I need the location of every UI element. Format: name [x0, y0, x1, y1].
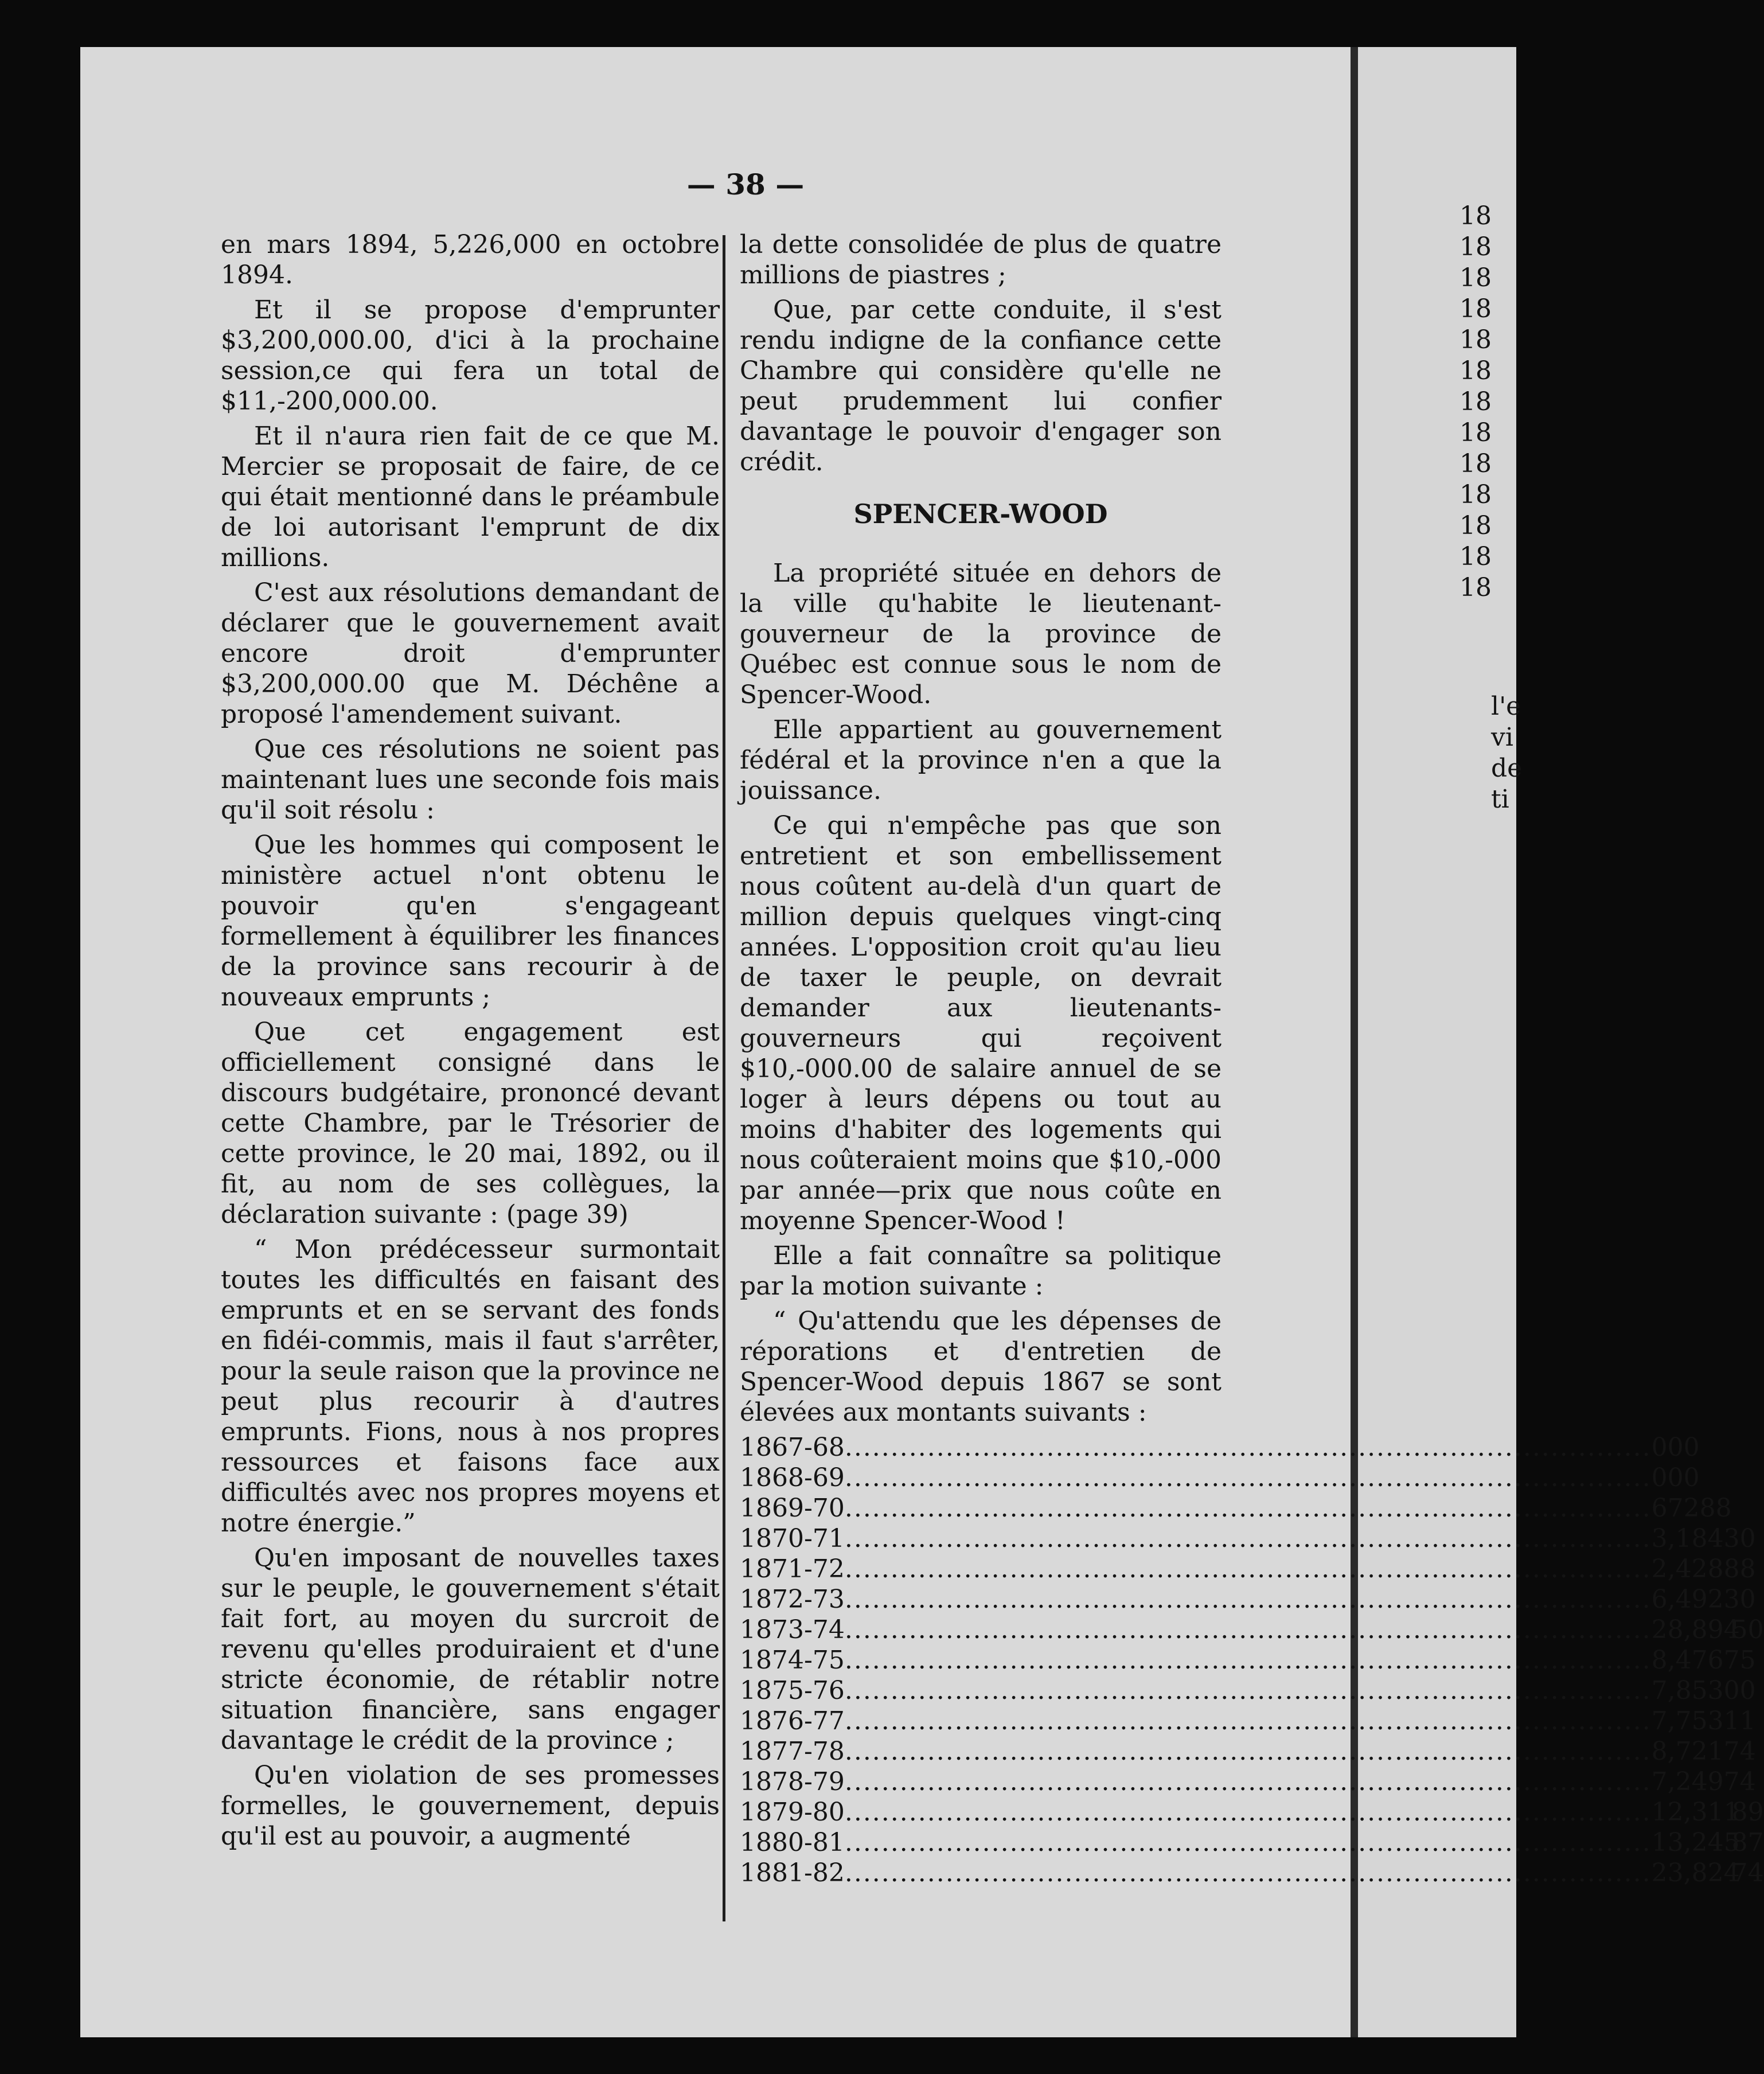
paragraph: Qu'en violation de ses promesses formelles, le gouvernement, depuis qu'il est au pouvoir, a augmenté — [221, 1761, 720, 1851]
dollars-cell: 0 — [1651, 1463, 1668, 1492]
year-cell: 1881-82 — [740, 1858, 845, 1888]
fragment-text: l'e — [1491, 692, 1521, 721]
quote-paragraph: “ Qu'attendu que les dépenses de réporations et d'entretien de Spencer-Wood depuis 1867 se sont élevées aux montants suivants : — [740, 1307, 1221, 1427]
paragraph: Elle a fait connaître sa politique par la motion suivante : — [740, 1241, 1221, 1301]
dollars-cell: 12,311 — [1651, 1798, 1740, 1827]
table-row — [740, 1858, 1764, 1888]
fragment-text: vi — [1491, 723, 1513, 752]
year-cell: 1869-70 — [740, 1494, 845, 1523]
dollars-cell: 7,853 — [1651, 1676, 1724, 1705]
adjacent-page-fragments-2 — [1491, 691, 1522, 815]
table-row — [740, 1493, 1732, 1523]
page-number: — 38 — — [686, 167, 805, 201]
table-row — [740, 1463, 1700, 1493]
table-row — [740, 1645, 1756, 1675]
left-column — [221, 229, 720, 1856]
table-row — [740, 1767, 1756, 1797]
paragraph: Que les hommes qui composent le ministère actuel n'ont obtenu le pouvoir qu'en s'engageant formellement à équilibrer les finances de la province sans recourir à de nouveaux emprunts ; — [221, 831, 720, 1012]
cents-cell: 74 — [1723, 1737, 1756, 1766]
paragraph: Ce qui n'empêche pas que son entretient et son embellissement nous coûtent au-delà d'un quart de million depuis quelques vingt-cinq années. L'opposition croit qu'au lieu de taxer le peuple, on devrait demander aux lieutenants-gouverneurs qui reçoivent $10,-000.00 de salaire annuel de se loger à leurs dépens ou tout au moins d'habiter des logements qui nous coûteraient moins que $10,-000 par année—prix que nous coûte en moyenne Spencer-Wood ! — [740, 811, 1221, 1235]
table-row — [740, 1584, 1756, 1615]
quote-paragraph: “ Mon prédécesseur surmontait toutes les difficultés en faisant des emprunts et en se servant des fonds en fidéi-commis, mais il faut s'arrêter, pour la seule raison que la province ne peut plus recourir à d'autres emprunts. Fions, nous à nos propres ressources et faisons face aux difficultés avec nos propres moyens et notre énergie.” — [221, 1235, 720, 1538]
leader-dots — [845, 1827, 1652, 1858]
year-cell: 1871-72 — [740, 1554, 845, 1584]
leader-dots — [845, 1584, 1652, 1615]
fragment-text: 18 — [1459, 449, 1492, 478]
fragment-text: 18 — [1459, 325, 1492, 354]
paragraph: Que cet engagement est officiellement consigné dans le discours budgétaire, prononcé devant cette Chambre, par le Trésorier de cette province, le 20 mai, 1892, ou il fit, au nom de ses collègues, la déclaration suivante : (page 39) — [221, 1017, 720, 1229]
fragment-text: 18 — [1459, 356, 1492, 385]
leader-dots — [845, 1736, 1652, 1767]
leader-dots — [845, 1797, 1652, 1827]
paragraph: Elle appartient au gouvernement fédéral et la province n'en a que la jouissance. — [740, 715, 1221, 805]
cents-cell: 50 — [1731, 1615, 1764, 1644]
paragraph: Que, par cette conduite, il s'est rendu indigne de la confiance cette Chambre qui considère qu'elle ne peut prudemment lui confier davantage le pouvoir d'engager son crédit. — [740, 295, 1221, 477]
cents-cell: 30 — [1723, 1524, 1756, 1553]
year-cell: 1875-76 — [740, 1676, 845, 1705]
paragraph: La propriété située en dehors de la ville qu'habite le lieutenant-gouverneur de la province de Québec est connue sous le nom de Spencer-Wood. — [740, 559, 1221, 709]
leader-dots — [845, 1858, 1652, 1888]
dollars-cell: 8,721 — [1651, 1737, 1724, 1766]
dollars-cell: 13,245 — [1651, 1828, 1740, 1857]
paragraph: Que ces résolutions ne soient pas maintenant lues une seconde fois mais qu'il soit résolu : — [221, 735, 720, 825]
table-row — [740, 1706, 1756, 1736]
dollars-cell: 2,428 — [1651, 1554, 1724, 1584]
cents-cell: 00 — [1723, 1676, 1756, 1705]
year-cell: 1878-79 — [740, 1767, 845, 1796]
year-cell: 1874-75 — [740, 1646, 845, 1675]
dollars-cell: 672 — [1651, 1494, 1700, 1523]
fragment-text: 18 — [1459, 418, 1492, 447]
fragment-text: 18 — [1459, 387, 1492, 416]
fragment-text: de — [1491, 754, 1523, 783]
year-cell: 1868-69 — [740, 1463, 845, 1492]
leader-dots — [845, 1615, 1652, 1645]
cents-cell: 88 — [1723, 1554, 1756, 1584]
fragment-text: 18 — [1459, 232, 1492, 262]
year-cell: 1876-77 — [740, 1706, 845, 1736]
cents-cell: 11 — [1723, 1706, 1756, 1736]
leader-dots — [845, 1767, 1652, 1797]
paragraph: C'est aux résolutions demandant de déclarer que le gouvernement avait encore droit d'emprunter $3,200,000.00 que M. Déchêne a proposé l'amendement suivant. — [221, 578, 720, 729]
table-row — [740, 1554, 1756, 1584]
table-row — [740, 1615, 1764, 1645]
year-cell: 1870-71 — [740, 1524, 845, 1553]
leader-dots — [845, 1706, 1652, 1736]
cents-cell: 00 — [1667, 1433, 1700, 1462]
adjacent-page-fragments — [1459, 201, 1492, 603]
table-row — [740, 1736, 1756, 1767]
leader-dots — [845, 1645, 1652, 1675]
fragment-text: ti — [1491, 785, 1509, 814]
fragment-text: 18 — [1459, 480, 1492, 509]
dollars-cell: 7,249 — [1651, 1767, 1724, 1796]
fragment-text: 18 — [1459, 573, 1492, 602]
table-row — [740, 1432, 1700, 1463]
leader-dots — [845, 1432, 1652, 1463]
cents-cell: 89 — [1731, 1798, 1764, 1827]
leader-dots — [845, 1493, 1652, 1523]
cents-cell: 74 — [1731, 1858, 1764, 1888]
cents-cell: 87 — [1731, 1828, 1764, 1857]
paragraph: Et il se propose d'emprunter $3,200,000.00, d'ici à la prochaine session,ce qui fera un total de $11,-200,000.00. — [221, 295, 720, 416]
dollars-cell: 6,492 — [1651, 1585, 1724, 1614]
cents-cell: 30 — [1723, 1585, 1756, 1614]
paragraph: Et il n'aura rien fait de ce que M. Mercier se proposait de faire, de ce qui était mentionné dans le préambule de loi autorisant l'emprunt de dix millions. — [221, 422, 720, 572]
table-row — [740, 1523, 1756, 1554]
fragment-text: 18 — [1459, 542, 1492, 571]
fragment-text: 18 — [1459, 294, 1492, 323]
fragment-text: 18 — [1459, 263, 1492, 293]
leader-dots — [845, 1554, 1652, 1584]
dollars-cell: 28,894 — [1651, 1615, 1740, 1644]
leader-dots — [845, 1675, 1652, 1706]
section-heading: SPENCER-WOOD — [853, 498, 1108, 529]
right-column — [740, 229, 1764, 1888]
dollars-cell: 0 — [1651, 1433, 1668, 1462]
fragment-text: 18 — [1459, 201, 1492, 231]
paragraph: en mars 1894, 5,226,000 en octobre 1894. — [221, 230, 720, 290]
year-cell: 1867-68 — [740, 1433, 845, 1462]
fragment-text: 18 — [1459, 511, 1492, 540]
year-cell: 1879-80 — [740, 1798, 845, 1827]
cents-cell: 00 — [1667, 1463, 1700, 1492]
cents-cell: 88 — [1699, 1494, 1732, 1523]
year-cell: 1877-78 — [740, 1737, 845, 1766]
dollars-cell: 23,824 — [1651, 1858, 1740, 1888]
column-divider — [723, 235, 725, 1921]
year-cell: 1872-73 — [740, 1585, 845, 1614]
paragraph: la dette consolidée de plus de quatre millions de piastres ; — [740, 230, 1221, 290]
dollars-cell: 7,753 — [1651, 1706, 1724, 1736]
dollars-cell: 3,184 — [1651, 1524, 1724, 1553]
table-row — [740, 1827, 1764, 1858]
cents-cell: 75 — [1723, 1646, 1756, 1675]
year-cell: 1880-81 — [740, 1828, 845, 1857]
dollars-cell: 8,476 — [1651, 1646, 1724, 1675]
leader-dots — [845, 1463, 1652, 1493]
leader-dots — [845, 1523, 1652, 1554]
cents-cell: 74 — [1723, 1767, 1756, 1796]
table-row — [740, 1675, 1756, 1706]
expenses-table — [740, 1432, 1764, 1888]
table-row — [740, 1797, 1764, 1827]
year-cell: 1873-74 — [740, 1615, 845, 1644]
paragraph: Qu'en imposant de nouvelles taxes sur le peuple, le gouvernement s'était fait fort, au moyen du surcroit de revenu qu'elles produiraient et d'une stricte économie, de rétablir notre situation financière, sans engager davantage le crédit de la province ; — [221, 1543, 720, 1755]
